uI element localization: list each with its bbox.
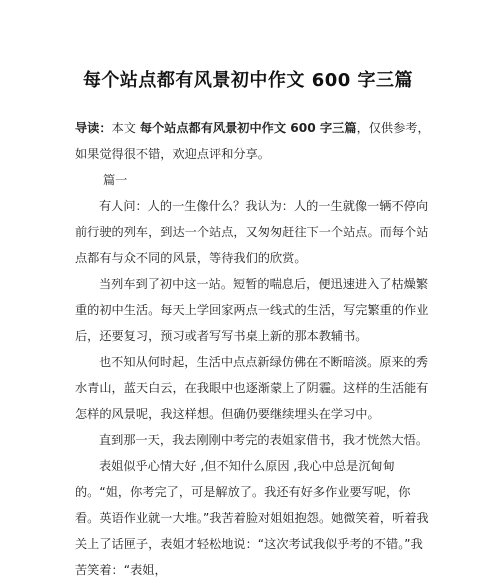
intro-label: 导读： — [75, 121, 112, 135]
section-heading: 篇一 — [103, 173, 128, 187]
document-title: 每个站点都有风景初中作文 600 字三篇 — [82, 70, 414, 91]
intro-suffix: ，仅供参考，如果觉得很不错，欢迎点评和分享。 — [75, 121, 430, 161]
intro-paragraph — [75, 115, 433, 167]
body-paragraph-2: 当列车到了初中这一站。短暂的喘息后，便迅速进入了枯燥繁重的初中生活。每天上学回家两点一线式的生活，写完繁重的作业后，还要复习，预习或者写写书桌上新的那本教辅书。 — [75, 277, 429, 343]
body-paragraph-3: 也不知从何时起，生活中点点新绿仿佛在不断暗淡。原来的秀水青山，蓝天白云，在我眼中也逐渐蒙上了阴霾。这样的生活能有怎样的风景呢，我这样想。但确仍要继续埋头在学习中。 — [75, 355, 429, 421]
body-paragraph-1: 有人问：人的一生像什么？我认为：人的一生就像一辆不停向前行驶的列车，到达一个站点，又匆匆赶往下一个站点。而每个站点都有与众不同的风景，等待我们的欣赏。 — [75, 199, 429, 265]
body-paragraph-5: 表姐似乎心情大好 ,但不知什么原因 ,我心中总是沉甸甸的。“姐，你考完了，可是解放了。我还有好多作业要写呢，你看。英语作业就一大堆。”我苦着脸对姐姐抱怨。她微笑着，听着我关上了话匣子，表姐才轻松地说：“这次考试我似乎考的不错。”我苦笑着：“表姐， — [75, 459, 429, 577]
intro-article-title: 每个站点都有风景初中作文 600 字三篇 — [139, 121, 357, 135]
document-body — [75, 115, 433, 583]
intro-prefix: 本文 — [111, 121, 140, 135]
body-paragraph-4: 直到那一天，我去刚刚中考完的表姐家借书，我才恍然大悟。 — [99, 433, 429, 447]
